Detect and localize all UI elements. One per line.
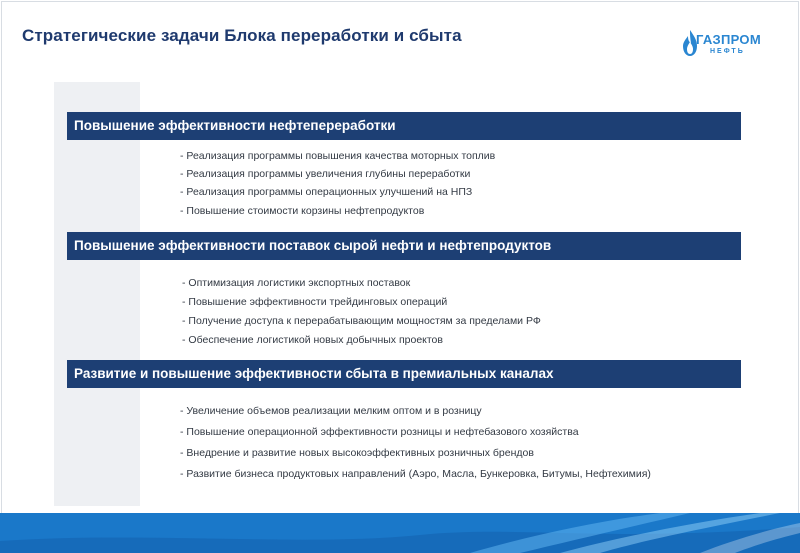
list-item: - Получение доступа к перерабатывающим мощностям за пределами РФ [182,315,541,327]
footer-band [0,513,800,553]
list-item: - Повышение эффективности трейдинговых операций [182,296,448,308]
list-item: - Развитие бизнеса продуктовых направлений (Аэро, Масла, Бункеровка, Битумы, Нефтехимия) [180,468,651,480]
logo-subtext: НЕФТЬ [710,48,745,55]
list-item: - Увеличение объемов реализации мелким оптом и в розницу [180,405,482,417]
list-item: - Реализация программы увеличения глубины переработки [180,168,471,180]
logo-text: ГАЗПРОМ [696,32,761,47]
section-header-supply: Повышение эффективности поставок сырой нефти и нефтепродуктов [67,232,741,260]
list-item: - Повышение стоимости корзины нефтепродуктов [180,205,425,217]
list-item: - Реализация программы операционных улучшений на НПЗ [180,186,473,198]
list-item: - Внедрение и развитие новых высокоэффективных розничных брендов [180,447,534,459]
page-title: Стратегические задачи Блока переработки и сбыта [22,26,462,45]
list-item: - Реализация программы повышения качества моторных топлив [180,150,496,162]
list-item: - Повышение операционной эффективности розницы и нефтебазового хозяйства [180,426,579,438]
section-header-sales: Развитие и повышение эффективности сбыта в премиальных каналах [67,360,741,388]
company-logo [680,28,760,60]
list-item: - Оптимизация логистики экспортных поставок [182,277,411,289]
section-header-refining: Повышение эффективности нефтепереработки [67,112,741,140]
side-band [54,82,140,506]
footer-wave-graphic [0,513,800,553]
list-item: - Обеспечение логистикой новых добычных проектов [182,334,443,346]
